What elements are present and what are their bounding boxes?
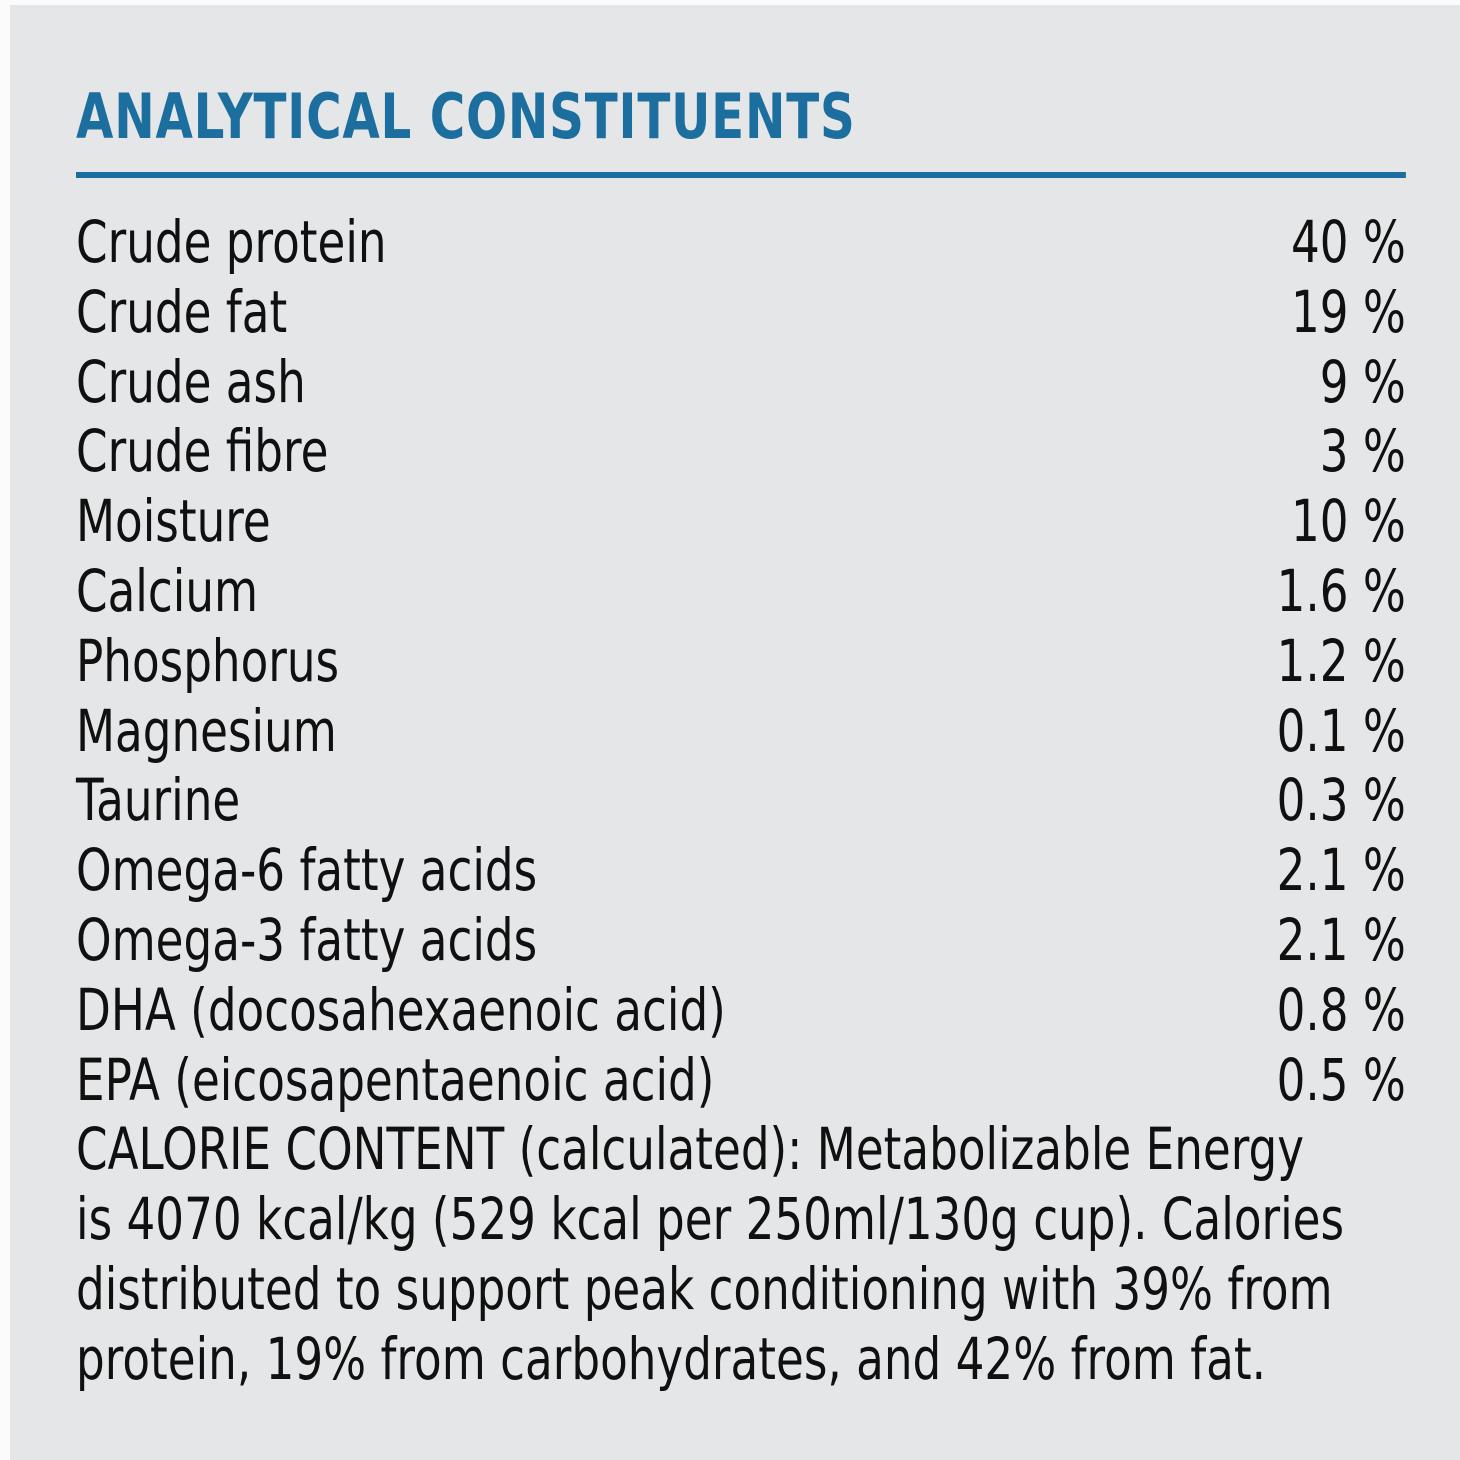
nutrient-label: Calcium bbox=[76, 556, 259, 625]
calorie-note-line: protein, 19% from carbohydrates, and 42% from fat. bbox=[76, 1324, 1267, 1393]
nutrient-row bbox=[76, 1046, 1406, 1116]
nutrient-value: 0.3 % bbox=[1276, 766, 1406, 835]
nutrient-row bbox=[76, 208, 1406, 278]
nutrient-value: 19 % bbox=[1290, 277, 1406, 346]
nutrient-value: 2.1 % bbox=[1276, 836, 1406, 905]
nutrient-row bbox=[76, 906, 1406, 976]
nutrient-value: 0.1 % bbox=[1276, 696, 1406, 765]
nutrient-row bbox=[76, 766, 1406, 836]
nutrient-label: EPA (eicosapentaenoic acid) bbox=[76, 1045, 715, 1114]
nutrient-row bbox=[76, 557, 1406, 627]
nutrient-value: 1.6 % bbox=[1276, 556, 1406, 625]
nutrient-label: Taurine bbox=[76, 766, 241, 835]
nutrient-row bbox=[76, 836, 1406, 906]
nutrient-value: 10 % bbox=[1290, 487, 1406, 556]
calorie-note-line: distributed to support peak conditioning with 39% from bbox=[76, 1254, 1333, 1323]
nutrient-value: 0.5 % bbox=[1276, 1045, 1406, 1114]
nutrient-label: Magnesium bbox=[76, 696, 337, 765]
nutrient-label: Crude fibre bbox=[76, 417, 329, 486]
nutrient-value: 3 % bbox=[1319, 417, 1406, 486]
title-divider bbox=[76, 172, 1406, 178]
nutrient-row bbox=[76, 278, 1406, 348]
nutrient-label: Phosphorus bbox=[76, 626, 340, 695]
nutrient-value: 2.1 % bbox=[1276, 905, 1406, 974]
analytical-constituents-panel bbox=[10, 5, 1460, 1460]
nutrient-value: 9 % bbox=[1319, 347, 1406, 416]
nutrient-label: Omega-6 fatty acids bbox=[76, 836, 538, 905]
nutrient-row bbox=[76, 487, 1406, 557]
nutrient-value: 0.8 % bbox=[1276, 975, 1406, 1044]
page-title: ANALYTICAL CONSTITUENTS bbox=[76, 80, 856, 153]
nutrient-label: Crude protein bbox=[76, 208, 387, 276]
nutrient-row bbox=[76, 417, 1406, 487]
nutrient-row bbox=[76, 627, 1406, 697]
calorie-note-line: CALORIE CONTENT (calculated): Metabolizable Energy bbox=[76, 1115, 1305, 1184]
nutrient-table bbox=[76, 208, 1406, 1115]
calorie-note bbox=[76, 1115, 1406, 1394]
nutrient-row bbox=[76, 976, 1406, 1046]
nutrient-label: Crude ash bbox=[76, 347, 306, 416]
nutrient-value: 1.2 % bbox=[1276, 626, 1406, 695]
nutrient-row bbox=[76, 348, 1406, 418]
nutrient-label: Crude fat bbox=[76, 277, 288, 346]
calorie-note-line: is 4070 kcal/kg (529 kcal per 250ml/130g cup). Calories bbox=[76, 1185, 1345, 1254]
panel-content bbox=[76, 5, 1406, 1395]
nutrient-value: 40 % bbox=[1290, 208, 1406, 276]
nutrient-label: DHA (docosahexaenoic acid) bbox=[76, 975, 726, 1044]
nutrient-label: Omega-3 fatty acids bbox=[76, 905, 538, 974]
nutrient-row bbox=[76, 697, 1406, 767]
nutrient-label: Moisture bbox=[76, 487, 271, 556]
